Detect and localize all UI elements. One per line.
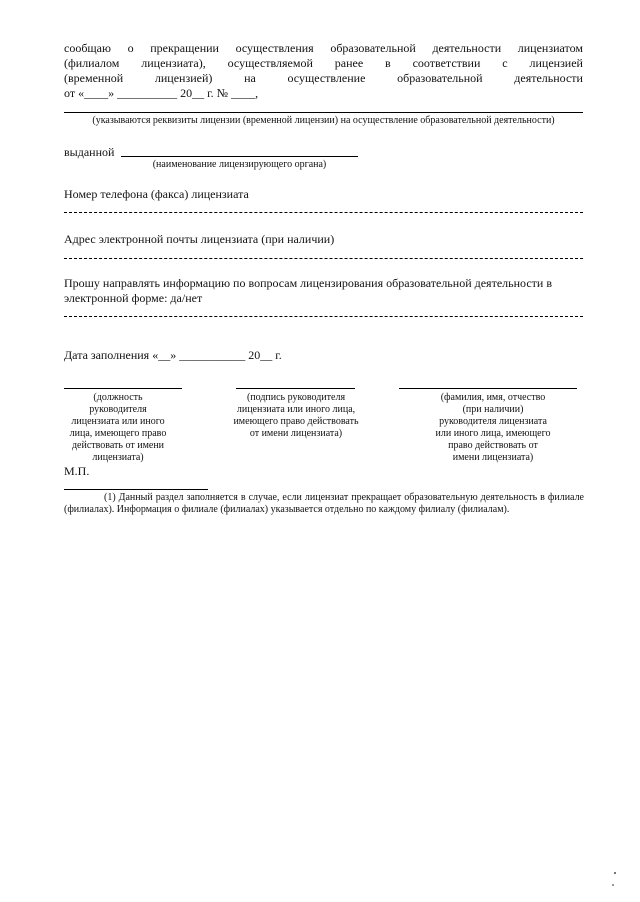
phone-line bbox=[64, 212, 583, 213]
request-text: Прошу направлять информацию по вопросам лицензирования образовательной деятельности в электронной форме: да/нет bbox=[64, 276, 552, 305]
issuing-authority-line bbox=[121, 156, 358, 157]
intro-line-3: (временной лицензией) на осуществление образовательной деятельности bbox=[64, 71, 583, 85]
signature-line bbox=[236, 388, 355, 389]
footnote-separator bbox=[64, 489, 208, 490]
scan-mark bbox=[614, 872, 616, 874]
stamp-label: М.П. bbox=[64, 464, 90, 478]
position-caption: (должность руководителя лицензиата или иного лица, имеющего право действовать от имени лицензиата) bbox=[69, 392, 167, 463]
license-requisites-line bbox=[64, 112, 583, 113]
request-line bbox=[64, 316, 583, 317]
email-line bbox=[64, 258, 583, 259]
email-label: Адрес электронной почты лицензиата (при наличии) bbox=[64, 232, 335, 246]
name-line bbox=[399, 388, 577, 389]
name-caption: (фамилия, имя, отчество (при наличии) руководителя лицензиата или иного лица, имеющего право действовать от имени лицензиата) bbox=[435, 392, 551, 463]
footnote-text: (1) Данный раздел заполняется в случае, если лицензиат прекращает образовательную деятельность в филиале (филиалах). Информация о филиале (филиалах) указывается отдельно по каждому филиалу (филиалам). bbox=[64, 492, 584, 515]
scan-mark bbox=[612, 884, 614, 886]
intro-line-2: (филиалом лицензиата), осуществляемой ранее в соответствии с лицензией bbox=[64, 56, 583, 70]
phone-label: Номер телефона (факса) лицензиата bbox=[64, 187, 249, 201]
position-line bbox=[64, 388, 182, 389]
issued-label: выданной bbox=[64, 145, 115, 159]
issuing-authority-caption: (наименование лицензирующего органа) bbox=[152, 159, 327, 170]
license-caption: (указываются реквизиты лицензии (временной лицензии) на осуществление образовательной деятельности) bbox=[92, 115, 555, 126]
signature-caption: (подпись руководителя лицензиата или иного лица, имеющего право действовать от имени лицензиата) bbox=[233, 392, 359, 439]
intro-line-4: от «____» __________ 20__ г. № ____, bbox=[64, 86, 259, 100]
intro-line-1: сообщаю о прекращении осуществления образовательной деятельности лицензиатом bbox=[64, 41, 583, 55]
date-label: Дата заполнения «__» ___________ 20__ г. bbox=[64, 348, 282, 362]
